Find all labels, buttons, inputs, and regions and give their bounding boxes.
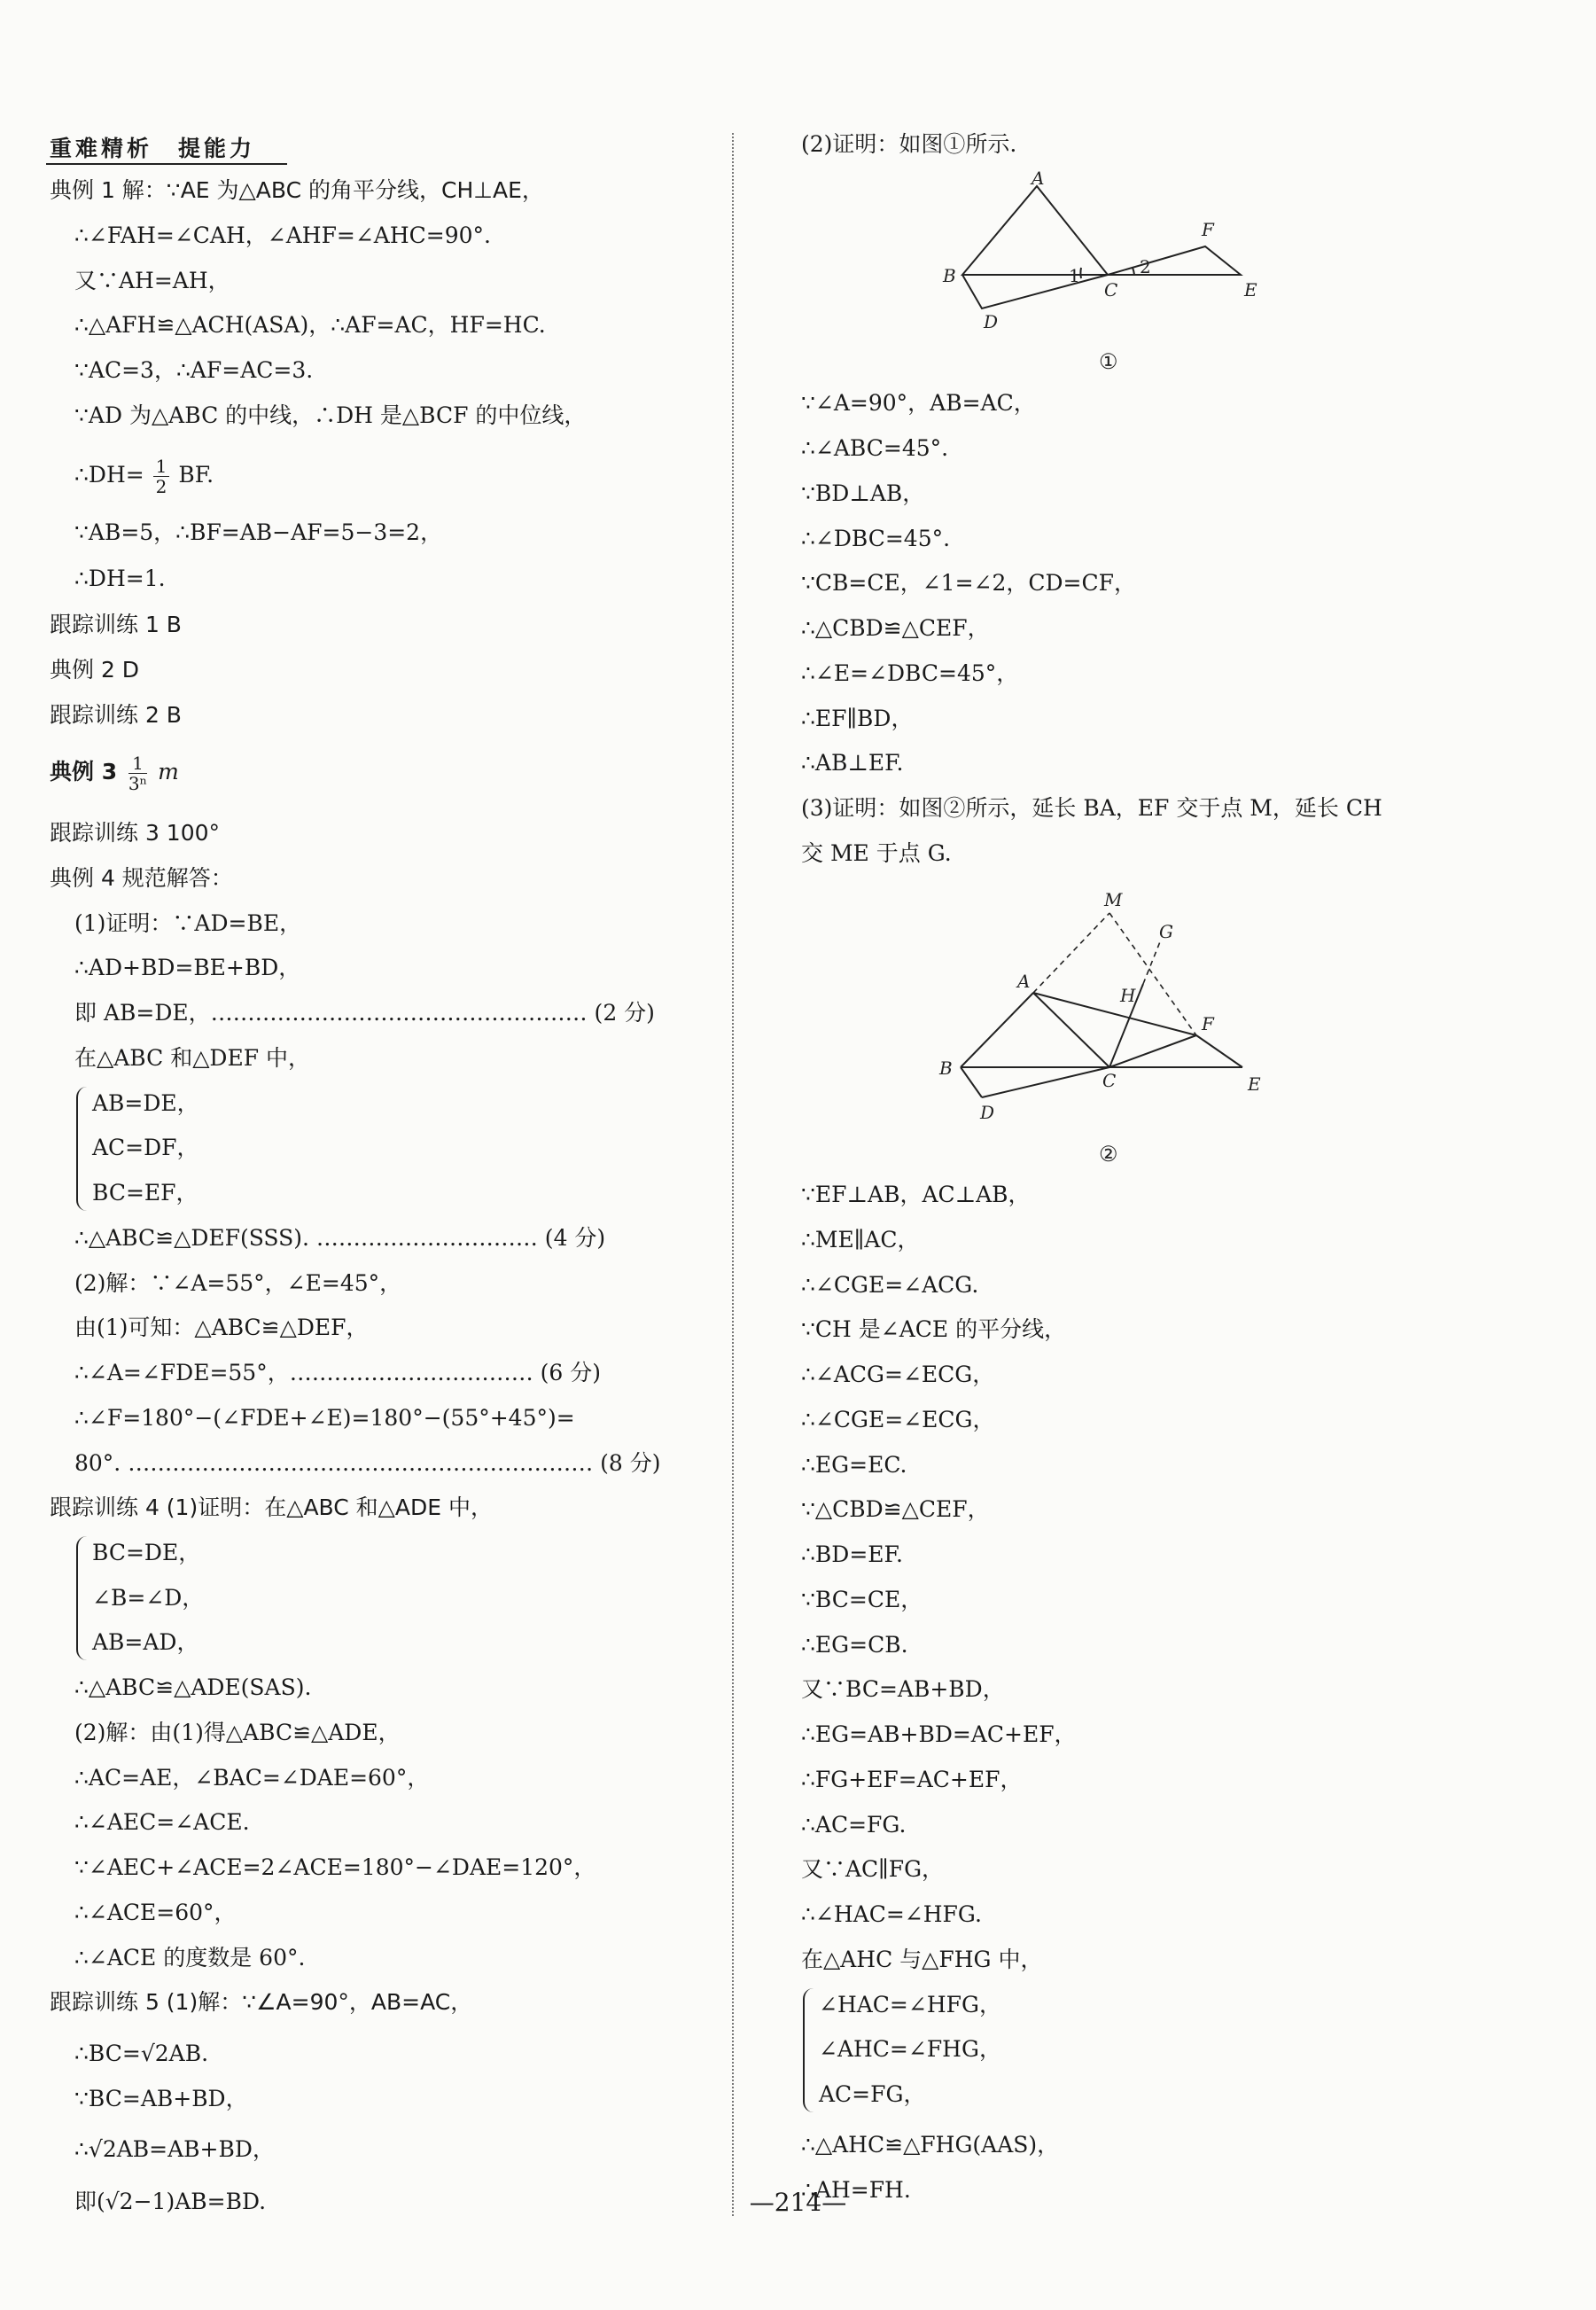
left-line: 典例 4 规范解答：: [50, 865, 233, 891]
label-h: H: [1120, 985, 1136, 1006]
label-b: B: [939, 1057, 953, 1079]
fraction-suffix: m: [158, 759, 179, 784]
label-c: C: [1102, 1070, 1117, 1091]
segment-af: [1033, 993, 1196, 1035]
column-divider: [732, 133, 734, 2216]
left-line: ∴AD+BD=BE+BD，: [74, 955, 301, 980]
label-angle-1: 1: [1069, 265, 1080, 286]
left-line: ∴∠FAH=∠CAH，∠AHF=∠AHC=90°.: [74, 222, 491, 248]
left-line: 典例 2 D: [50, 657, 140, 683]
left-line: ∵BC=AB+BD，: [74, 2086, 248, 2111]
left-line: ∴∠AEC=∠ACE.: [74, 1809, 250, 1835]
system-brace: [803, 1988, 814, 2112]
fraction-line-dh: [74, 457, 214, 510]
segment-dc: [982, 1067, 1109, 1097]
angle-2-arc: [1133, 268, 1134, 275]
left-line: ∴AC=AE，∠BAC=∠DAE=60°，: [74, 1765, 430, 1791]
right-line: (3)证明：如图②所示，延长 BA，EF 交于点 M，延长 CH: [801, 795, 1382, 821]
label-angle-2: 2: [1140, 256, 1151, 277]
figure-2: [922, 886, 1294, 1179]
left-line: ∴∠A=∠FDE=55°，…………………………… (6 分): [74, 1360, 602, 1385]
fraction-suffix: BF.: [178, 462, 214, 488]
fraction-numerator: 1: [128, 753, 147, 774]
fraction: [128, 753, 147, 793]
right-line: ∴EF∥BD，: [801, 706, 914, 731]
right-line: ∴∠CGE=∠ECG，: [801, 1407, 995, 1432]
fraction-prefix: ∴DH=: [74, 462, 144, 488]
left-line: ∵AD 为△ABC 的中线，∴DH 是△BCF 的中位线，: [74, 402, 587, 428]
triangle-cef: [1108, 246, 1241, 275]
left-line: ∴△ABC≌△ADE(SAS).: [74, 1674, 312, 1700]
fraction-denominator: 2: [155, 476, 167, 497]
label-g: G: [1159, 921, 1173, 942]
left-line: ∴∠ACE 的度数是 60°.: [74, 1945, 306, 1971]
fraction-denominator: 3ⁿ: [128, 773, 148, 794]
label-e: E: [1244, 279, 1257, 300]
segment-bd: [961, 1067, 982, 1097]
right-line: ∴EG=EC.: [801, 1452, 907, 1478]
label-b: B: [943, 265, 956, 286]
left-line: (2)解：∵∠A=55°，∠E=45°，: [74, 1270, 402, 1296]
right-line: ∠AHC=∠FHG，: [819, 2036, 1001, 2062]
left-line: (2)解：由(1)得△ABC≌△ADE，: [74, 1720, 401, 1745]
triangle-abc: [962, 186, 1108, 275]
left-line: 跟踪训练 2 B: [50, 702, 182, 728]
fraction-numerator: 1: [153, 457, 170, 477]
section-title: 重难精析 提能力: [50, 136, 256, 161]
segment-ba: [961, 993, 1033, 1067]
left-line: 即 AB=DE，…………………………………………… (2 分): [74, 1000, 655, 1026]
right-line: ∴∠ABC=45°.: [801, 435, 949, 461]
figure-1-caption: ①: [1099, 349, 1118, 374]
right-line: ∴∠DBC=45°.: [801, 526, 951, 551]
left-line: 即(√2−1)AB=BD.: [74, 2189, 267, 2214]
left-line: ∴△AFH≌△ACH(ASA)，∴AF=AC，HF=HC.: [74, 312, 546, 338]
left-line: 跟踪训练 4 (1)证明：在△ABC 和△ADE 中，: [50, 1494, 493, 1520]
left-line: BC=DE，: [92, 1540, 201, 1565]
left-line: ∵AB=5，∴BF=AB−AF=5−3=2，: [74, 519, 443, 545]
left-line: 典例 1 解：∵AE 为△ABC 的角平分线，CH⊥AE，: [50, 177, 544, 203]
left-line: AB=AD，: [92, 1629, 199, 1655]
right-line: ∵CH 是∠ACE 的平分线，: [801, 1316, 1067, 1342]
fraction-prefix: 典例 3: [50, 759, 125, 784]
right-line: ∴∠HAC=∠HFG.: [801, 1901, 982, 1927]
triangle-bcd: [962, 275, 1108, 308]
left-line: ∴BC=√2AB.: [74, 2041, 209, 2066]
figure-2-caption: ②: [1099, 1142, 1118, 1167]
right-line: ∴∠E=∠DBC=45°，: [801, 660, 1019, 686]
label-d: D: [980, 1102, 995, 1123]
label-d: D: [984, 311, 999, 332]
right-line: ∴∠ACG=∠ECG，: [801, 1362, 995, 1387]
segment-cf: [1109, 1035, 1196, 1067]
page-number: —214—: [749, 2188, 847, 2217]
right-line: ∴AB⊥EF.: [801, 750, 904, 776]
label-c: C: [1104, 279, 1118, 300]
section-title-underline: [46, 163, 287, 165]
left-line: 跟踪训练 5 (1)解：∵∠A=90°，AB=AC，: [50, 1989, 473, 2015]
right-line: ∵BD⊥AB，: [801, 480, 925, 506]
left-line: 80°. ……………………………………………………… (8 分): [74, 1450, 661, 1476]
extension-hg: [1143, 940, 1161, 984]
right-line: ∵BC=CE，: [801, 1587, 923, 1612]
extension-am: [1033, 913, 1109, 993]
segment-ac: [1033, 993, 1109, 1067]
right-line: (2)证明：如图①所示.: [801, 131, 1017, 157]
left-line: 在△ABC 和△DEF 中，: [74, 1045, 311, 1071]
left-line: ∵∠AEC+∠ACE=2∠ACE=180°−∠DAE=120°，: [74, 1854, 596, 1880]
segment-fe: [1196, 1035, 1242, 1067]
right-line: ∴EG=CB.: [801, 1632, 908, 1658]
left-line: 跟踪训练 1 B: [50, 612, 182, 637]
label-m: M: [1104, 889, 1123, 910]
right-line: ∴ME∥AC，: [801, 1227, 920, 1253]
fraction: [153, 457, 170, 496]
right-line: ∵∠A=90°，AB=AC，: [801, 390, 1036, 416]
right-line: ∵EF⊥AB，AC⊥AB，: [801, 1182, 1031, 1207]
left-line: ∠B=∠D，: [92, 1585, 205, 1611]
right-line: ∵CB=CE，∠1=∠2，CD=CF，: [801, 570, 1136, 596]
left-line: ∴∠ACE=60°，: [74, 1900, 237, 1925]
left-line: 跟踪训练 3 100°: [50, 820, 221, 846]
right-line: ∴EG=AB+BD=AC+EF，: [801, 1721, 1077, 1747]
left-line: 又∵AH=AH，: [74, 268, 230, 293]
right-line: 又∵BC=AB+BD，: [801, 1676, 1005, 1702]
label-a: A: [1017, 971, 1031, 992]
system-brace: [76, 1536, 87, 1660]
right-line: ∴FG+EF=AC+EF，: [801, 1767, 1023, 1792]
right-line: ∴∠CGE=∠ACG.: [801, 1272, 979, 1298]
right-line: ∵△CBD≌△CEF，: [801, 1496, 990, 1522]
right-line: ∠HAC=∠HFG，: [819, 1992, 1001, 2017]
left-line: ∴√2AB=AB+BD，: [74, 2136, 275, 2162]
right-line: 交 ME 于点 G.: [801, 840, 952, 866]
right-line: ∴AC=FG.: [801, 1812, 907, 1838]
angle-1-arc: [1080, 268, 1081, 278]
left-line: AB=DE，: [92, 1090, 199, 1116]
label-e: E: [1248, 1073, 1261, 1095]
right-line: ∴AH=FH.: [801, 2177, 911, 2203]
right-line: ∴BD=EF.: [801, 1541, 903, 1567]
left-line: ∵AC=3，∴AF=AC=3.: [74, 357, 314, 383]
left-line: ∴DH=1.: [74, 566, 166, 591]
system-brace: [76, 1087, 87, 1211]
left-line: ∴△ABC≌△DEF(SSS). ………………………… (4 分): [74, 1225, 606, 1251]
left-line: AC=DF，: [92, 1135, 199, 1160]
right-line: ∴△AHC≌△FHG(AAS)，: [801, 2132, 1060, 2158]
left-line: ∴∠F=180°−(∠FDE+∠E)=180°−(55°+45°)=: [74, 1405, 575, 1431]
left-line: (1)证明：∵AD=BE，: [74, 910, 302, 936]
left-line: 由(1)可知：△ABC≌△DEF，: [74, 1315, 369, 1340]
label-a: A: [1032, 168, 1045, 189]
right-line: 又∵AC∥FG，: [801, 1856, 945, 1882]
label-f: F: [1202, 1013, 1214, 1034]
left-line: BC=EF，: [92, 1180, 199, 1206]
fraction-line-example3: [50, 753, 179, 807]
right-line: AC=FG，: [819, 2081, 926, 2107]
right-line: ∴△CBD≌△CEF，: [801, 615, 990, 641]
label-f: F: [1202, 219, 1214, 240]
figure-1: [922, 168, 1294, 381]
right-line: 在△AHC 与△FHG 中，: [801, 1947, 1043, 1972]
